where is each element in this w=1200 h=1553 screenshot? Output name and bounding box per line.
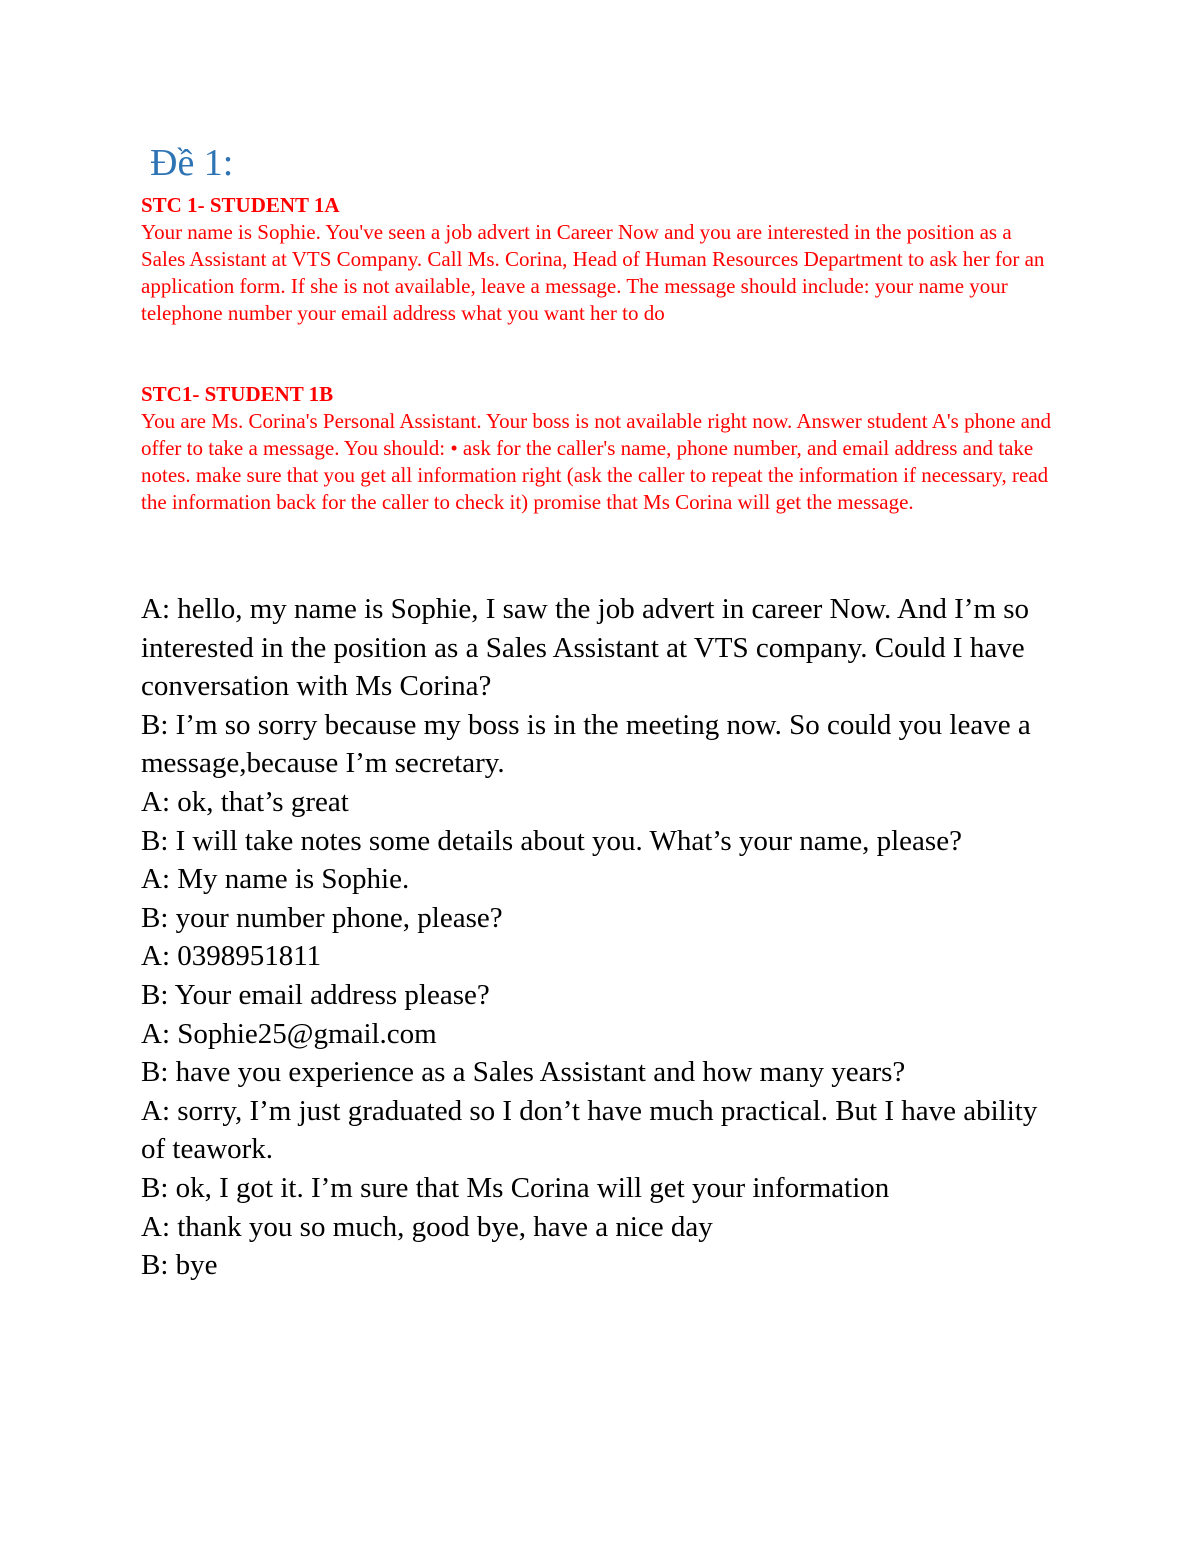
dialogue-line: A: My name is Sophie. [141,863,410,896]
dialogue-line: B: ok, I got it. I’m sure that Ms Corina will get your information [141,1171,890,1204]
document-title: Đề 1: [150,142,234,184]
dialogue-line: A: Sophie25@gmail.com [141,1017,437,1050]
dialogue-line: B: I will take notes some details about you. What’s your name, please? [141,824,962,857]
dialogue-line: B: Your email address please? [141,978,490,1011]
task-b-heading: STC1- STUDENT 1B [141,382,334,406]
dialogue-line: A: hello, my name is Sophie, I saw the job advert in career Now. And I’m so interested in the position as a Sales Assistant at VTS company. Could I have conversation with Ms Corina? [141,593,1030,703]
task-student-1a [141,192,1056,327]
dialogue-line: A: ok, that’s great [141,785,349,818]
dialogue-line: B: I’m so sorry because my boss is in the meeting now. So could you leave a message,because I’m secretary. [141,708,1031,780]
task-student-1b [141,381,1056,516]
dialogue-line: A: thank you so much, good bye, have a nice day [141,1210,713,1243]
dialogue-line: B: your number phone, please? [141,901,503,934]
dialogue-line: A: 0398951811 [141,940,322,973]
dialogue-line: B: bye [141,1249,218,1282]
dialogue [141,590,1051,1285]
dialogue-line: A: sorry, I’m just graduated so I don’t have much practical. But I have ability of teawork. [141,1094,1038,1166]
dialogue-line: B: have you experience as a Sales Assistant and how many years? [141,1056,906,1089]
task-a-heading: STC 1- STUDENT 1A [141,193,340,217]
task-b-body: You are Ms. Corina's Personal Assistant. Your boss is not available right now. Answer student A's phone and offer to take a message. You should: • ask for the caller's name, phone number, and email address and take notes. make sure that you get all information right (ask the caller to repeat the information if necessary, read the information back for the caller to check it) promise that Ms Corina will get the message. [141,409,1051,514]
task-a-body: Your name is Sophie. You've seen a job advert in Career Now and you are interested in the position as a Sales Assistant at VTS Company. Call Ms. Corina, Head of Human Resources Department to ask her for an application form. If she is not available, leave a message. The message should include: your name your telephone number your email address what you want her to do [141,220,1045,325]
